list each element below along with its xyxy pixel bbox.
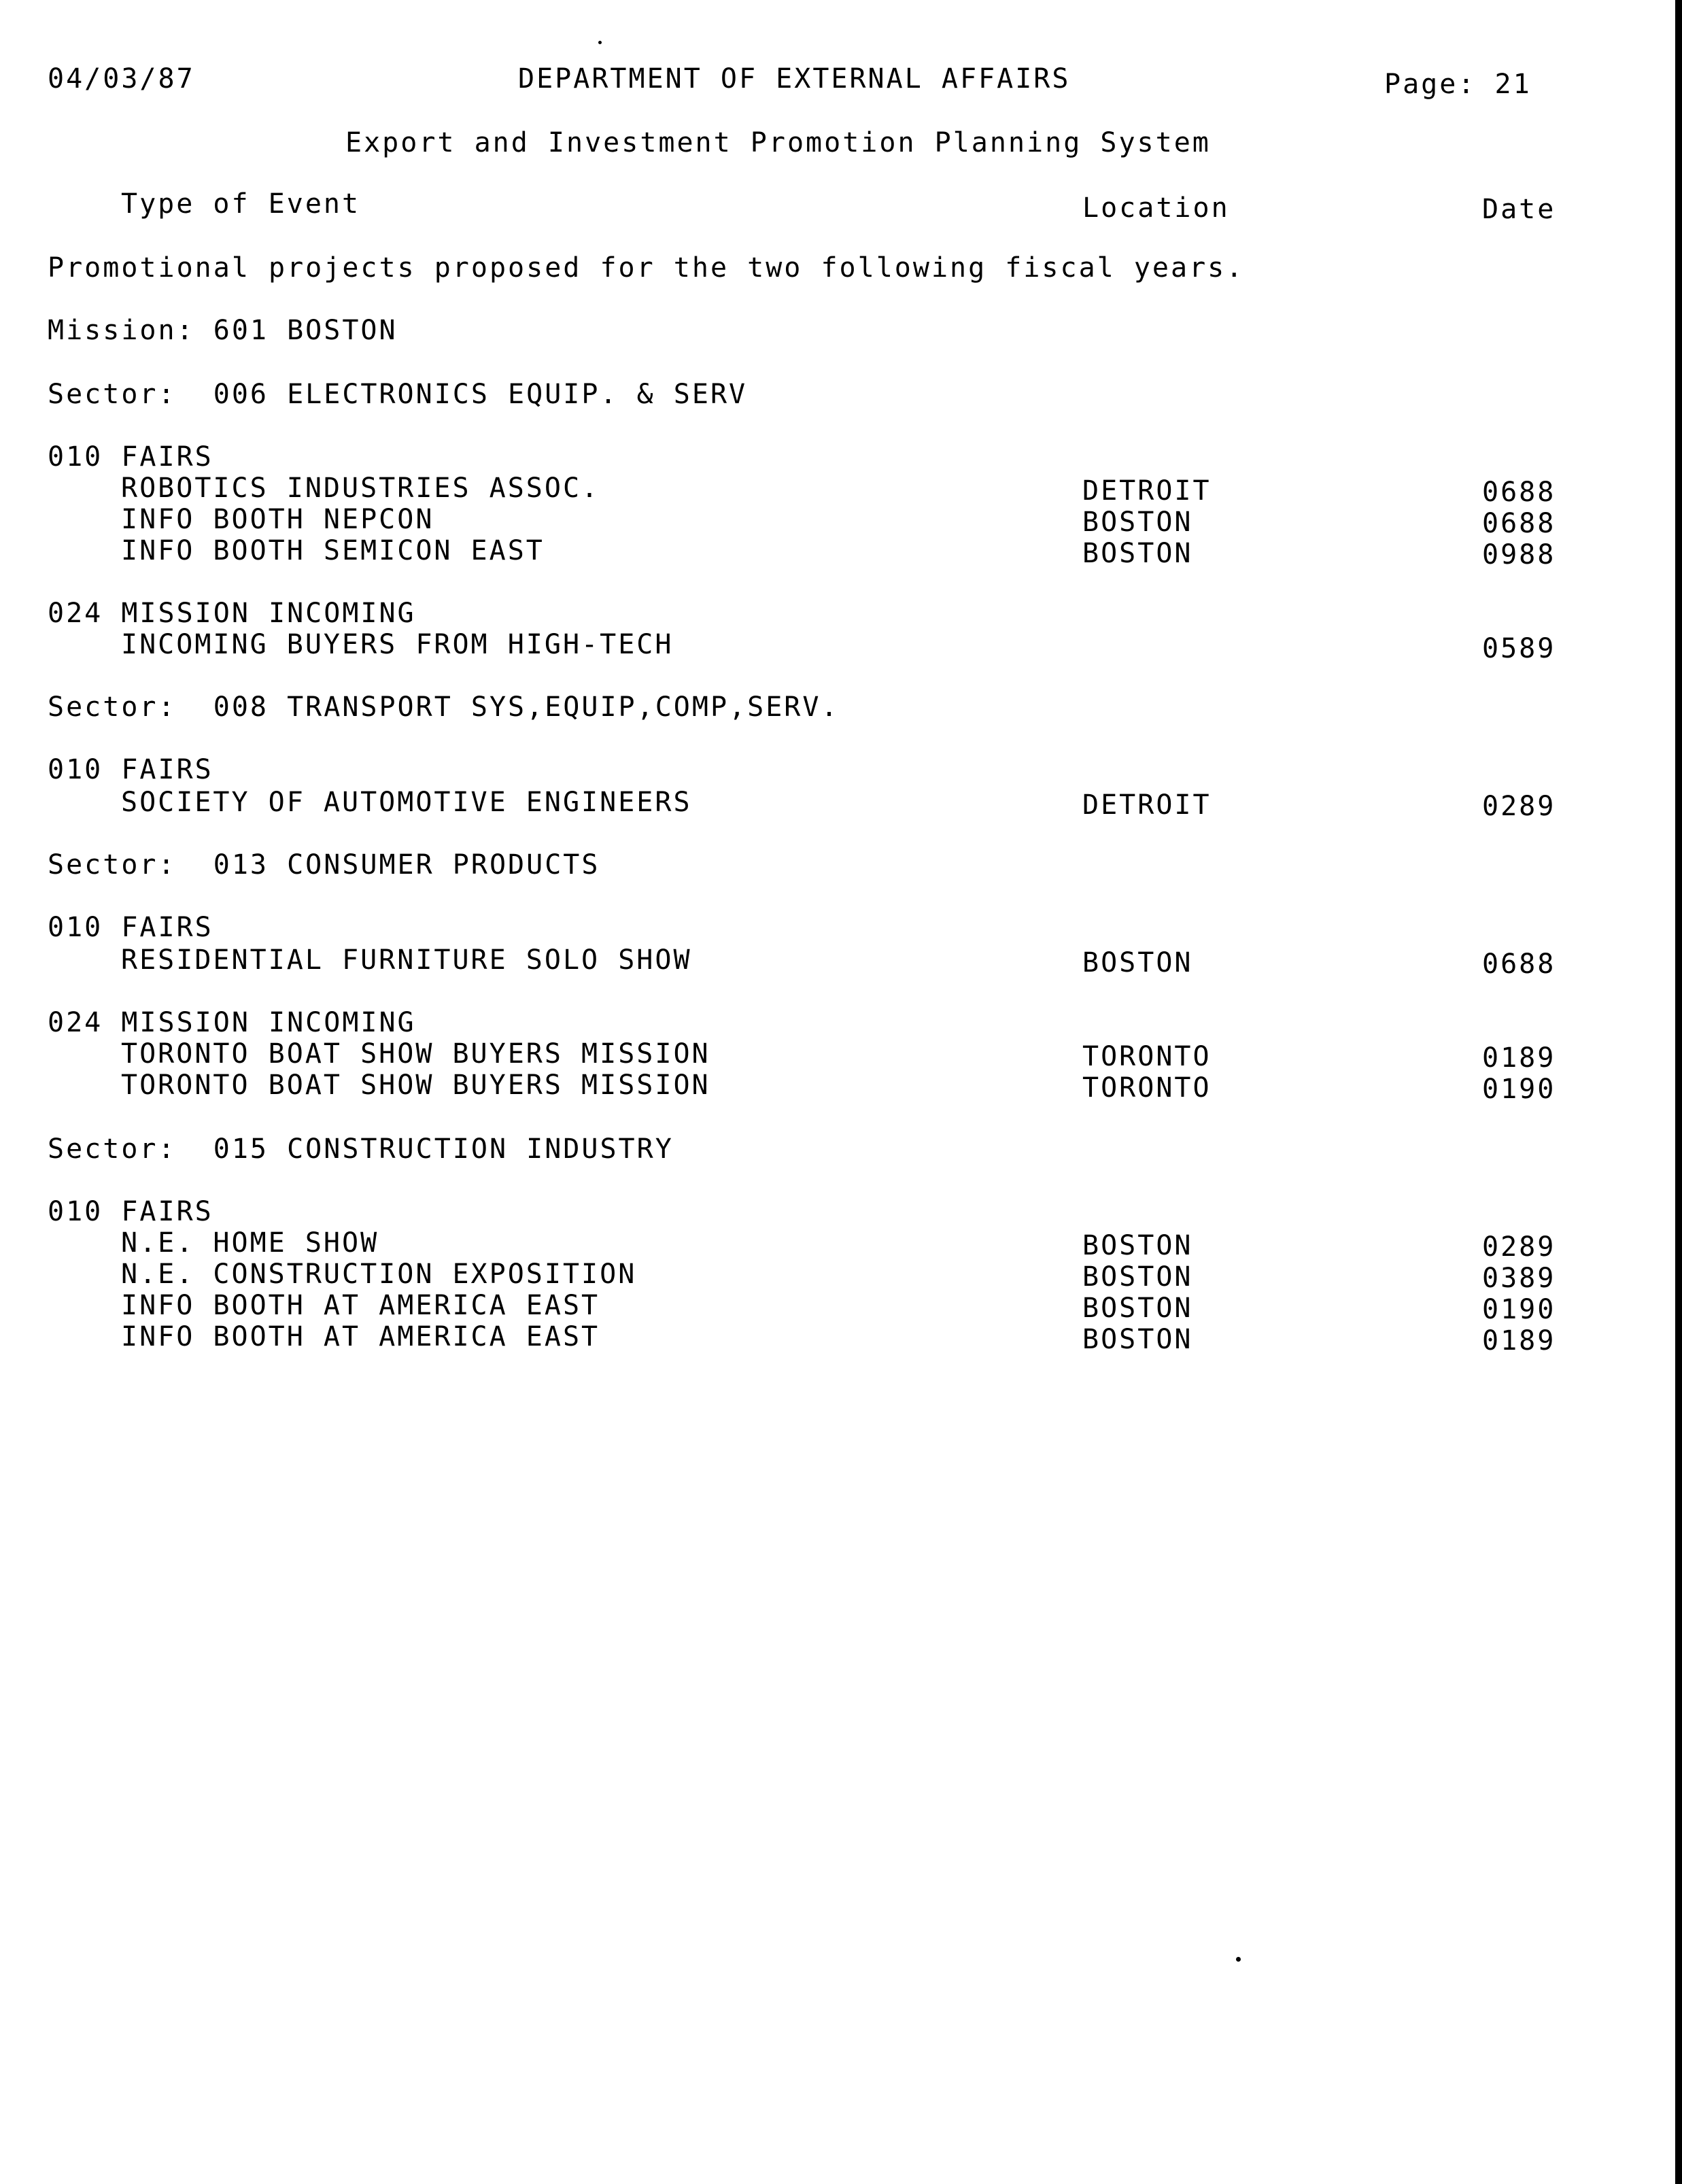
event-date: 0389	[1482, 1263, 1556, 1294]
scan-speck	[1236, 1957, 1241, 1962]
event-location: BOSTON	[1082, 1261, 1193, 1293]
event-location: BOSTON	[1082, 1293, 1193, 1324]
event-name: INFO BOOTH SEMICON EAST	[121, 535, 545, 566]
scan-speck	[598, 41, 602, 44]
event-date: 0988	[1482, 539, 1556, 570]
page-number: Page: 21	[1384, 69, 1532, 100]
event-location: BOSTON	[1082, 947, 1193, 978]
event-location: BOSTON	[1082, 507, 1193, 538]
group-heading: 010 FAIRS	[48, 912, 213, 943]
event-name: SOCIETY OF AUTOMOTIVE ENGINEERS	[121, 787, 692, 818]
group-heading: 010 FAIRS	[48, 1196, 213, 1227]
event-name: N.E. HOME SHOW	[121, 1227, 379, 1259]
page-edge-border	[1675, 0, 1682, 2184]
report-date: 04/03/87	[48, 63, 195, 95]
sector-heading: Sector: 008 TRANSPORT SYS,EQUIP,COMP,SERV.	[48, 692, 840, 723]
mission-label: Mission: 601 BOSTON	[48, 315, 398, 346]
event-date: 0190	[1482, 1074, 1556, 1105]
event-name: TORONTO BOAT SHOW BUYERS MISSION	[121, 1070, 710, 1101]
sector-heading: Sector: 015 CONSTRUCTION INDUSTRY	[48, 1133, 674, 1165]
column-header-type: Type of Event	[121, 188, 361, 220]
sector-heading: Sector: 013 CONSUMER PRODUCTS	[48, 849, 600, 881]
event-location: DETROIT	[1082, 789, 1212, 821]
event-name: RESIDENTIAL FURNITURE SOLO SHOW	[121, 944, 692, 976]
column-header-date: Date	[1482, 194, 1556, 225]
event-date: 0688	[1482, 477, 1556, 508]
event-date: 0189	[1482, 1325, 1556, 1357]
event-name: INFO BOOTH AT AMERICA EAST	[121, 1290, 600, 1321]
event-name: ROBOTICS INDUSTRIES ASSOC.	[121, 473, 600, 504]
group-heading: 024 MISSION INCOMING	[48, 598, 416, 629]
event-date: 0190	[1482, 1294, 1556, 1325]
event-name: INFO BOOTH AT AMERICA EAST	[121, 1321, 600, 1352]
event-date: 0688	[1482, 508, 1556, 539]
group-heading: 010 FAIRS	[48, 754, 213, 785]
event-name: INFO BOOTH NEPCON	[121, 504, 434, 535]
event-location: DETROIT	[1082, 475, 1212, 507]
event-location: BOSTON	[1082, 1324, 1193, 1355]
event-location: BOSTON	[1082, 538, 1193, 569]
event-date: 0589	[1482, 633, 1556, 664]
group-heading: 024 MISSION INCOMING	[48, 1007, 416, 1038]
event-date: 0289	[1482, 1231, 1556, 1263]
event-date: 0189	[1482, 1042, 1556, 1074]
group-heading: 010 FAIRS	[48, 441, 213, 473]
event-date: 0289	[1482, 791, 1556, 822]
event-name: TORONTO BOAT SHOW BUYERS MISSION	[121, 1038, 710, 1070]
event-location: BOSTON	[1082, 1230, 1193, 1261]
sector-heading: Sector: 006 ELECTRONICS EQUIP. & SERV	[48, 379, 748, 410]
event-location: TORONTO	[1082, 1072, 1212, 1104]
intro-text: Promotional projects proposed for the two following fiscal years.	[48, 252, 1245, 284]
event-name: N.E. CONSTRUCTION EXPOSITION	[121, 1259, 637, 1290]
column-header-location: Location	[1082, 192, 1230, 224]
department-title: DEPARTMENT OF EXTERNAL AFFAIRS	[518, 63, 1071, 95]
system-subtitle: Export and Investment Promotion Planning System	[345, 127, 1211, 158]
event-name: INCOMING BUYERS FROM HIGH-TECH	[121, 629, 674, 660]
event-location: TORONTO	[1082, 1041, 1212, 1072]
event-date: 0688	[1482, 949, 1556, 980]
